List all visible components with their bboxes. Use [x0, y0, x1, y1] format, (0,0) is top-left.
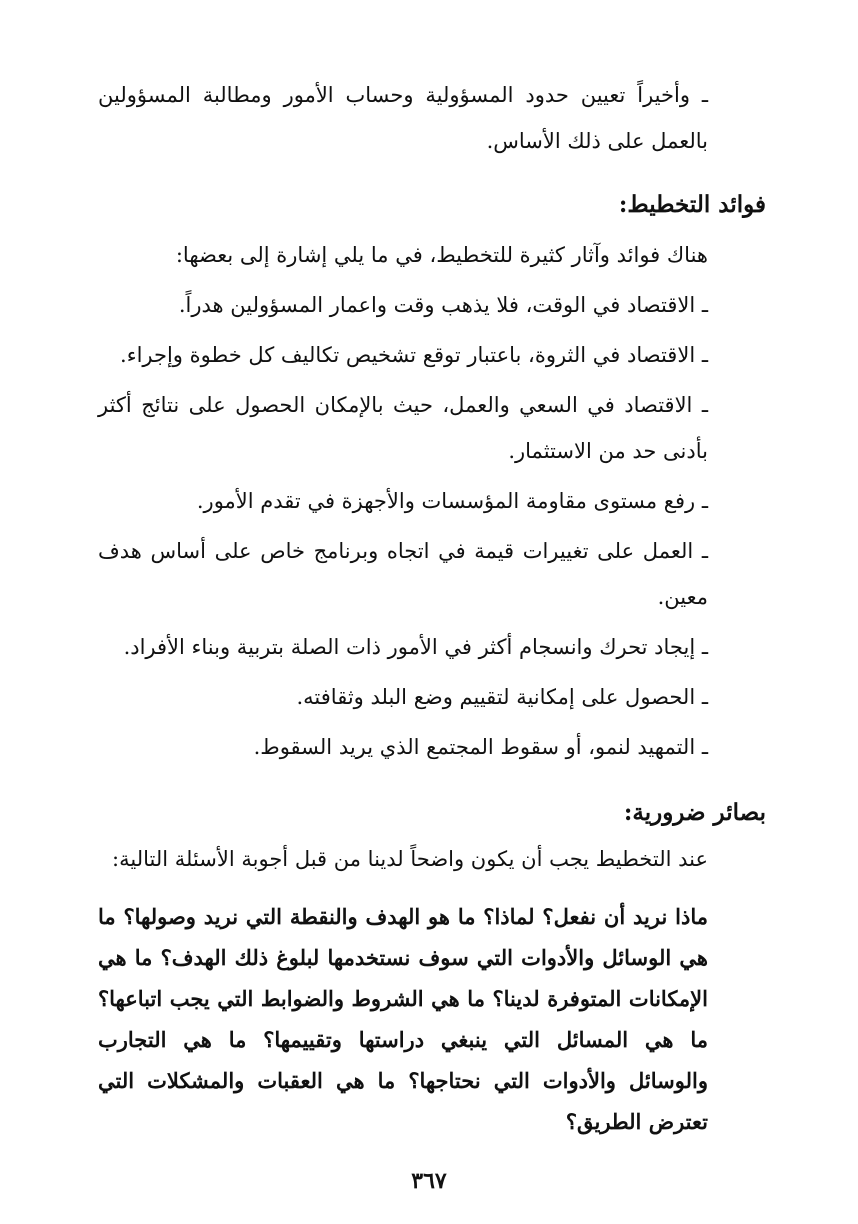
section-intro: هناك فوائد وآثار كثيرة للتخطيط، في ما يلي إشارة إلى بعضها:	[175, 243, 708, 267]
list-item: ـ إيجاد تحرك وانسجام أكثر في الأمور ذات الصلة بتربية وبناء الأفراد.	[123, 635, 708, 659]
section-heading-planning-benefits: فوائد التخطيط:	[618, 191, 766, 218]
section-heading-essential-insights: بصائر ضرورية:	[623, 799, 766, 826]
list-item: ـ العمل على تغييرات قيمة في اتجاه وبرنامج خاص على أساس هدف معين.	[98, 539, 708, 609]
list-item: ـ الاقتصاد في الوقت، فلا يذهب وقت واعمار المسؤولين هدراً.	[178, 293, 708, 317]
section-intro: عند التخطيط يجب أن يكون واضحاً لدينا من قبل أجوبة الأسئلة التالية:	[112, 847, 708, 871]
list-item: ـ رفع مستوى مقاومة المؤسسات والأجهزة في تقدم الأمور.	[196, 489, 708, 513]
page-number: ٣٦٧	[411, 1168, 447, 1194]
page-body	[98, 72, 766, 1163]
list-item: ـ الاقتصاد في الثروة، باعتبار توقع تشخيص تكاليف كل خطوة وإجراء.	[120, 343, 708, 367]
list-item: ـ التمهيد لنمو، أو سقوط المجتمع الذي يريد السقوط.	[253, 735, 708, 759]
list-item: ـ الحصول على إمكانية لتقييم وضع البلد وثقافته.	[296, 685, 708, 709]
questions-paragraph: ماذا نريد أن نفعل؟ لماذا؟ ما هو الهدف والنقطة التي نريد وصولها؟ ما هي الوسائل والأدوات التي سوف نستخدمها لبلوغ ذلك الهدف؟ ما هي الإمكانات المتوفرة لدينا؟ ما هي الشروط والضوابط التي يجب اتباعها؟ ما هي المسائل التي ينبغي دراستها وتقييمها؟ ما هي التجارب والوسائل والأدوات التي نحتاجها؟ ما هي العقبات والمشكلات التي تعترض الطريق؟	[98, 904, 708, 1134]
list-item: ـ الاقتصاد في السعي والعمل، حيث بالإمكان الحصول على نتائج أكثر بأدنى حد من الاستثمار.	[98, 393, 708, 463]
intro-item: ـ وأخيراً تعيين حدود المسؤولية وحساب الأمور ومطالبة المسؤولين بالعمل على ذلك الأساس.	[98, 83, 708, 153]
